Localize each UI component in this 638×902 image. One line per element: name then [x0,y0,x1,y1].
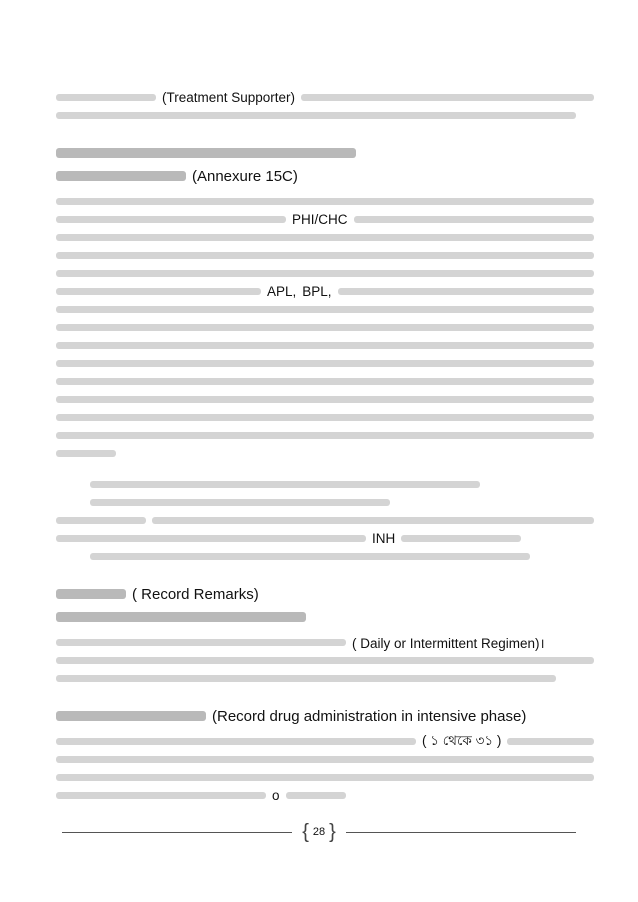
page-footer [0,822,638,842]
heading-treatment-card [56,142,594,187]
heading-intensive-phase-label: (Record drug administration in intensive phase) [212,707,527,725]
term-treatment-supporter: (Treatment Supporter) [162,90,296,105]
term-example: ( ১ থেকে ৩১ ) [422,733,502,748]
heading-record-remarks-label: ( Record Remarks) [132,585,259,603]
left-brace-icon: { [302,821,309,843]
heading-annexure: (Annexure 15C) [192,167,298,185]
list-card-items [56,476,594,565]
term-apl: APL, [267,284,297,299]
term-bpl: BPL, [302,284,332,299]
term-phi-chc: PHI/CHC [292,212,348,227]
term-mark: o [272,788,280,803]
heading-intensive-phase [56,705,594,727]
page-number-box [302,822,336,842]
term-regimen: ( Daily or Intermittent Regimen)। [352,635,545,651]
paragraph-treatment-card-details [56,193,594,462]
document-page [56,88,594,818]
footer-rule-left [62,832,292,833]
page-number: 28 [312,826,326,838]
footer-rule-right [346,832,576,833]
term-inh: INH [372,531,396,546]
paragraph-intensive-phase [56,733,594,804]
heading-record-remarks [56,583,594,628]
paragraph-record-remarks [56,634,594,687]
paragraph-treatment-supporter [56,89,594,124]
right-brace-icon: } [329,821,336,843]
